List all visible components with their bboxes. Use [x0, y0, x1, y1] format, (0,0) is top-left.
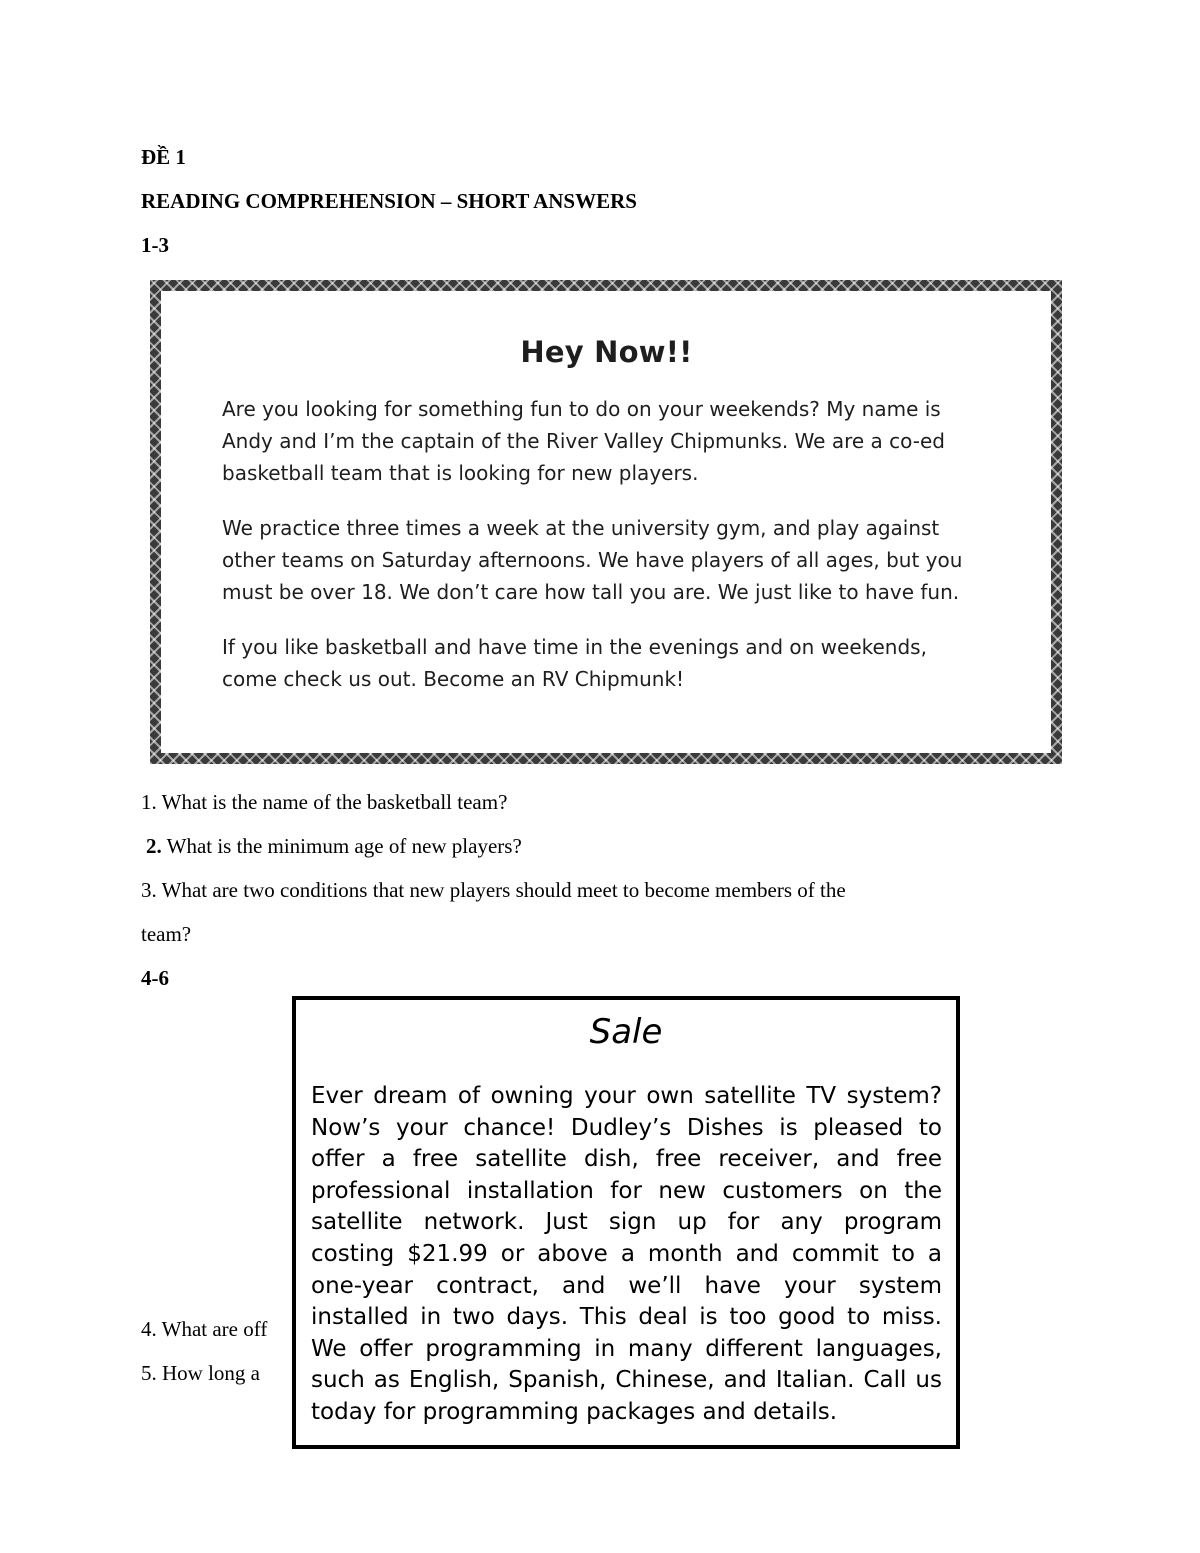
flyer-line: basketball team that is looking for new players. [222, 461, 699, 485]
flyer-line: We practice three times a week at the university gym, and play against [222, 516, 940, 540]
sale-line: Now’s your chance! Dudley’s Dishes is pleased to [311, 1114, 942, 1141]
sale-title: Sale [589, 1012, 663, 1052]
sale-line: Ever dream of owning your own satellite TV system? [311, 1083, 942, 1109]
sale-body [311, 1081, 942, 1429]
question-2 [146, 832, 522, 860]
flyer-title: Hey Now!! [520, 335, 693, 369]
flyer-paragraph-3 [222, 631, 991, 695]
flyer-line: other teams on Saturday afternoons. We have players of all ages, but you [222, 548, 963, 572]
question-2-number: 2. [146, 834, 162, 858]
sale-line: installed in two days. This deal is too good to miss. [311, 1304, 942, 1331]
sale-line: such as English, Spanish, Chinese, and Italian. Call us [311, 1367, 942, 1394]
sale-line: satellite network. Just sign up for any program [311, 1209, 942, 1236]
section-title: READING COMPREHENSION – SHORT ANSWERS [141, 189, 637, 213]
sale-line: today for programming packages and details. [311, 1398, 838, 1425]
flyer-paragraph-2 [222, 512, 991, 608]
flyer-line: Are you looking for something fun to do on your weekends? My name is [222, 397, 941, 421]
flyer-line: If you like basketball and have time in the evenings and on weekends, [222, 635, 927, 659]
flyer-content [161, 291, 1051, 753]
flyer-line: must be over 18. We don’t care how tall you are. We just like to have fun. [222, 580, 960, 604]
question-2-text: What is the minimum age of new players? [161, 834, 522, 858]
question-3-line-1: 3. What are two conditions that new players should meet to become members of the [141, 878, 846, 902]
hey-now-flyer [150, 280, 1062, 764]
question-1: 1. What is the name of the basketball team? [141, 790, 508, 814]
flyer-paragraph-1 [222, 393, 991, 489]
question-3-line-2: team? [141, 922, 192, 946]
sale-line: professional installation for new customers on the [311, 1177, 942, 1204]
question-range-1-3: 1-3 [141, 233, 169, 257]
sale-line: We offer programming in many different languages, [311, 1335, 942, 1362]
sale-line: one-year contract, and we’ll have your system [311, 1272, 942, 1299]
question-5: 5. How long a [141, 1361, 260, 1385]
flyer-line: Andy and I’m the captain of the River Valley Chipmunks. We are a co-ed [222, 429, 945, 453]
question-range-4-6: 4-6 [141, 966, 169, 990]
sale-advertisement-box [292, 996, 960, 1449]
question-4: 4. What are off [141, 1317, 268, 1341]
sale-line: offer a free satellite dish, free receiver, and free [311, 1146, 942, 1173]
sale-line: costing $21.99 or above a month and commit to a [311, 1240, 942, 1267]
flyer-line: come check us out. Become an RV Chipmunk! [222, 667, 685, 691]
test-label: ĐỀ 1 [141, 145, 186, 169]
